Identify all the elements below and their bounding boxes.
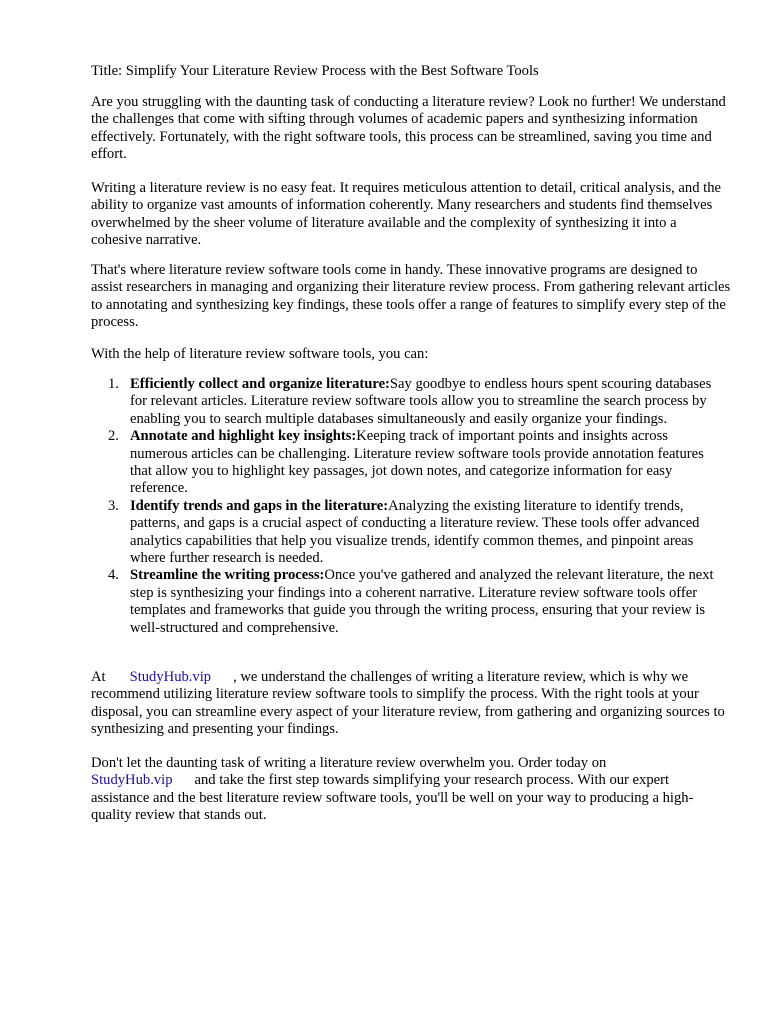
list-item-number: 2. xyxy=(108,428,119,445)
list-item-heading: Annotate and highlight key insights: xyxy=(130,428,357,445)
list-item xyxy=(91,498,721,568)
list-item-text: Say goodbye to endless hours spent scouring databases for relevant articles. Literature review software tools allow you to streamline the search process by enabling you to search multiple databases simultaneously and easily organize your findings. xyxy=(130,376,712,427)
list-item-text: Keeping track of important points and insights across numerous articles can be challenging. Literature review software tools provide annotation features that allow you to highlight key passages, jot down notes, and categorize information for easy reference. xyxy=(130,428,704,497)
intro-paragraph: Are you struggling with the daunting task of conducting a literature review? Look no further! We understand the challenges that come with sifting through volumes of academic papers and synthesizing information effectively. Fortunately, with the right software tools, this process can be streamlined, saving you time and effort. xyxy=(91,94,726,163)
document-title: Title: Simplify Your Literature Review Process with the Best Software Tools xyxy=(91,63,539,79)
list-item-heading: Identify trends and gaps in the literature: xyxy=(130,497,389,514)
benefits-list xyxy=(91,376,721,637)
studyhub-paragraph xyxy=(91,669,731,739)
list-item-number: 1. xyxy=(108,376,119,392)
list-item xyxy=(91,428,721,498)
studyhub-paragraph-lead: At xyxy=(91,669,106,685)
studyhub-order-link[interactable]: StudyHub.vip xyxy=(91,772,173,789)
order-paragraph-lead: Don't let the daunting task of writing a literature review overwhelm you. Order today on xyxy=(91,755,607,771)
studyhub-paragraph-text: , we understand the challenges of writing a literature review, which is why we recommend utilizing literature review software tools to simplify the process. With the right tools at your disposal, you can streamline every aspect of your literature review, from gathering and organizing sources to synthesizing and presenting your findings. xyxy=(91,669,725,738)
challenge-paragraph: Writing a literature review is no easy feat. It requires meticulous attention to detail, critical analysis, and the ability to organize vast amounts of information coherently. Many researchers and students find themselves overwhelmed by the sheer volume of literature available and the complexity of synthesizing it into a cohesive narrative. xyxy=(91,180,721,249)
list-item-number: 3. xyxy=(108,497,119,514)
list-item-heading: Streamline the writing process: xyxy=(130,567,325,584)
tools-paragraph: That's where literature review software tools come in handy. These innovative programs are designed to assist researchers in managing and organizing their literature review process. From gathering relevant articles to annotating and synthesizing key findings, these tools offer a range of features to simplify every step of the process. xyxy=(91,262,731,331)
list-item-text: Analyzing the existing literature to identify trends, patterns, and gaps is a crucial aspect of conducting a literature review. These tools offer advanced analytics capabilities that help you visualize trends, identify common themes, and pinpoint areas where further research is needed. xyxy=(130,497,700,567)
list-item-heading: Efficiently collect and organize literature: xyxy=(130,376,390,392)
list-item-text: Once you've gathered and analyzed the relevant literature, the next step is synthesizing your findings into a coherent narrative. Literature review software tools offer templates and frameworks that guide you through the writing process, ensuring that your review is well-structured and comprehensive. xyxy=(130,567,714,636)
list-intro-paragraph: With the help of literature review software tools, you can: xyxy=(91,346,429,362)
order-paragraph-text: and take the first step towards simplifying your research process. With our expert assistance and the best literature review software tools, you'll be well on your way to producing a high-quality review that stands out. xyxy=(91,772,694,824)
list-item xyxy=(91,567,721,637)
order-paragraph xyxy=(91,755,731,825)
list-item xyxy=(91,376,721,428)
studyhub-link[interactable]: StudyHub.vip xyxy=(129,669,212,685)
list-item-number: 4. xyxy=(108,567,119,584)
